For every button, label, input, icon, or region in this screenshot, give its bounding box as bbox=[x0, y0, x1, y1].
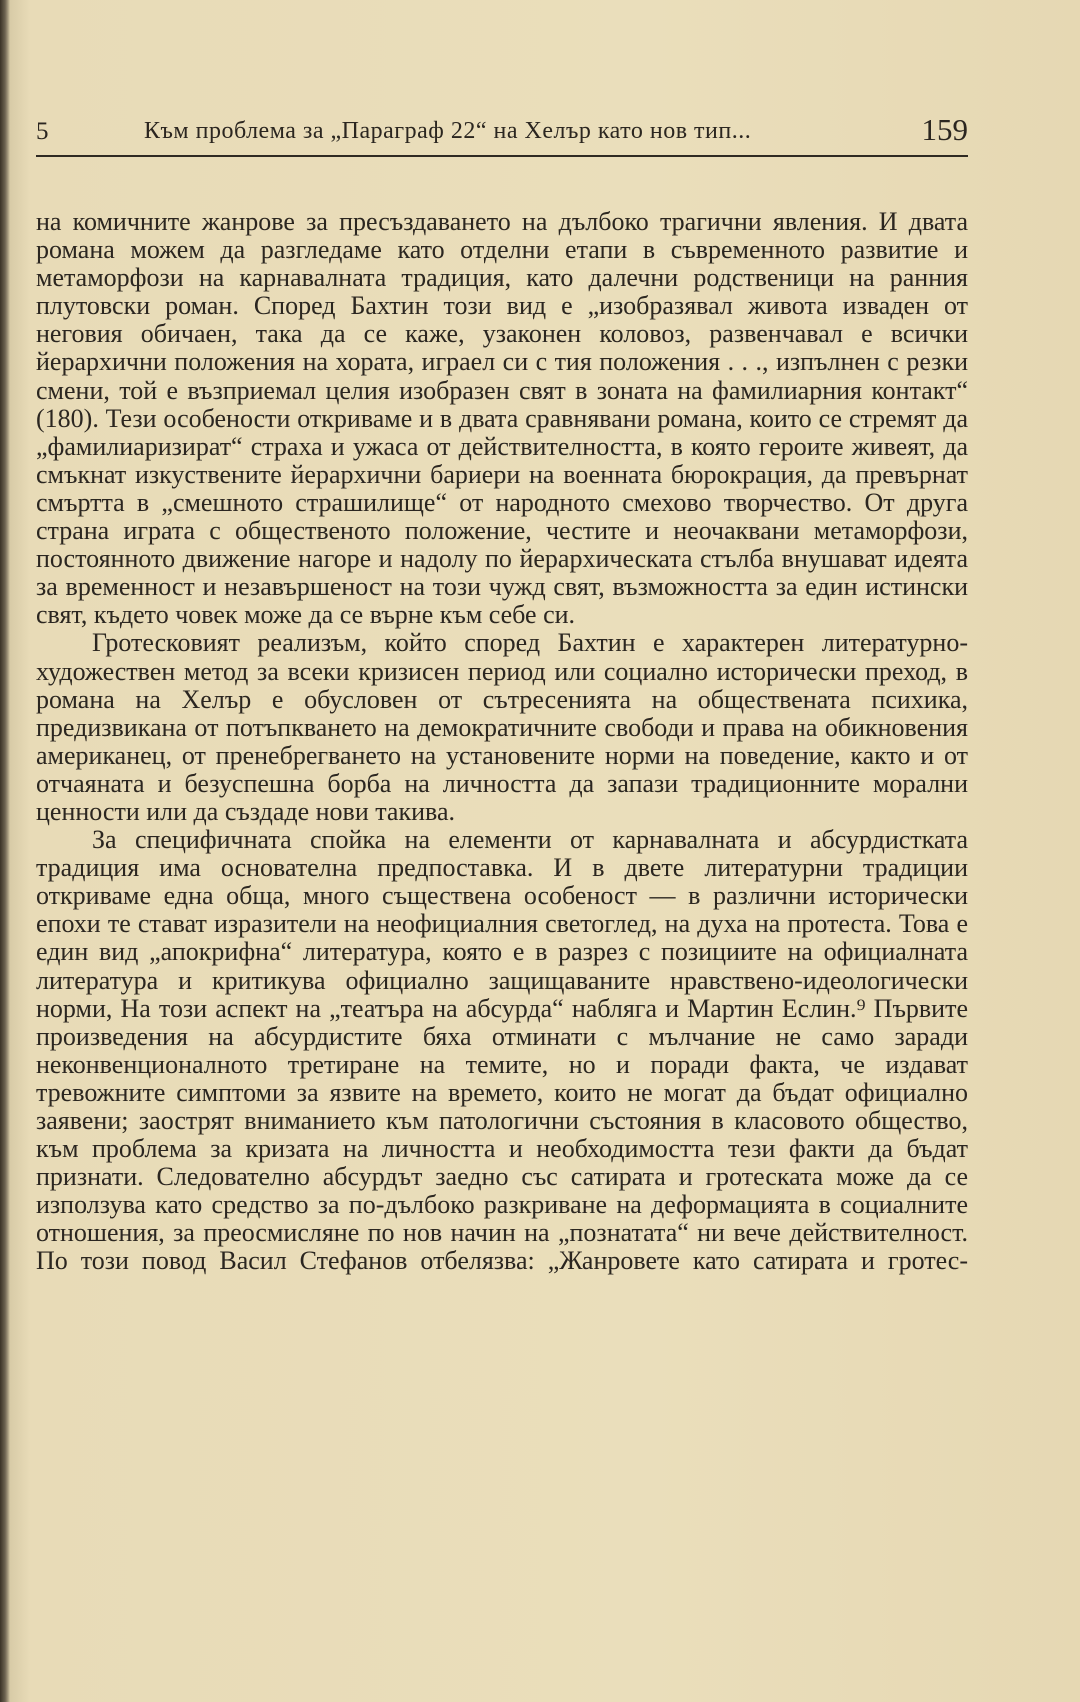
page-number: 159 bbox=[921, 112, 968, 147]
chapter-number: 5 bbox=[36, 118, 49, 145]
book-spine-shadow bbox=[0, 0, 10, 1702]
body-text bbox=[36, 208, 968, 1276]
paragraph-2: Гротесковият реализъм, който според Бахтин е характерен литературно-художествен метод за всеки кризисен период или социално исторически преход, в романа на Хелър е обусловен от сътресенията на обществената психика, предизвикана от потъпкването на демократичните свободи и права на обикновения американец, от пренебрегването на установените норми на поведение, както и от отчаяната и безуспешна борба на личността да запази традиционните морални ценности или да създаде нови такива. bbox=[36, 628, 968, 826]
paragraph-1: на комичните жанрове за пресъздаването на дълбоко трагични явления. И двата романа можем да разгледаме като отделни етапи в съвременното развитие и метаморфози на карнавалната традиция, като далечни родственици на ранния плутовски роман. Според Бахтин този вид е „изобразявал живота изваден от неговия обичаен, така да се каже, узаконен коловоз, развенчавал е всички йерархични положения на хората, играел си с тия положения . . ., изпълнен с резки смени, той е възприемал целия изобразен свят в зоната на фамилиарния контакт“ (180). Тези особености откриваме и в двата сравнявани романа, които се стремят да „фамилиаризират“ страха и ужаса от действителността, в която героите живеят, да смъкнат изкуствените йерархични бариери на военната бюрокрация, да превърнат смъртта в „смешното страшилище“ от народното смехово творчество. От друга страна играта с общественото положение, честите и неочаквани метаморфози, постоянното движение нагоре и надолу по йерархическата стълба внушават идеята за временност и незавършеност на този чужд свят, възможността за един истински свят, където човек може да се върне към себе си. bbox=[36, 207, 968, 630]
paragraph-3: За специфичната спойка на елементи от карнавалната и абсурдистката традиция има основателна предпоставка. И в двете литературни традиции откриваме една обща, много съществена особеност — в различни исторически епохи те стават изразители на неофициалния светоглед, на духа на протеста. Това е един вид „апокрифна“ литература, която е в разрез с позициите на официалната литература и критикува официално защищаваните нравствено-идеологически норми, На този аспект на „театъра на абсурда“ набляга и Мартин Еслин.⁹ Първите произведения на абсурдистите бяха отминати с мълчание не само заради неконвенционалното третиране на темите, но и поради факта, че издават тревожните симптоми за язвите на времето, които не могат да бъдат официално заявени; заострят вниманието към патологични състояния в класовото общество, към проблема за кризата на личността и необходимостта тези факти да бъдат признати. Следователно абсурдът заедно със сатирата и гротеската може да се използува като средство за по-дълбоко разкриване на деформацията в социалните отношения, за преосмисляне по нов начин на „познатата“ ни вече действителност. По този повод Васил Стефанов отбелязва: „Жанровете като сатирата и гротес- bbox=[36, 825, 968, 1276]
running-header bbox=[36, 112, 968, 152]
header-rule bbox=[36, 155, 968, 157]
running-title: Към проблема за „Параграф 22“ на Хелър като нов тип... bbox=[144, 118, 752, 144]
